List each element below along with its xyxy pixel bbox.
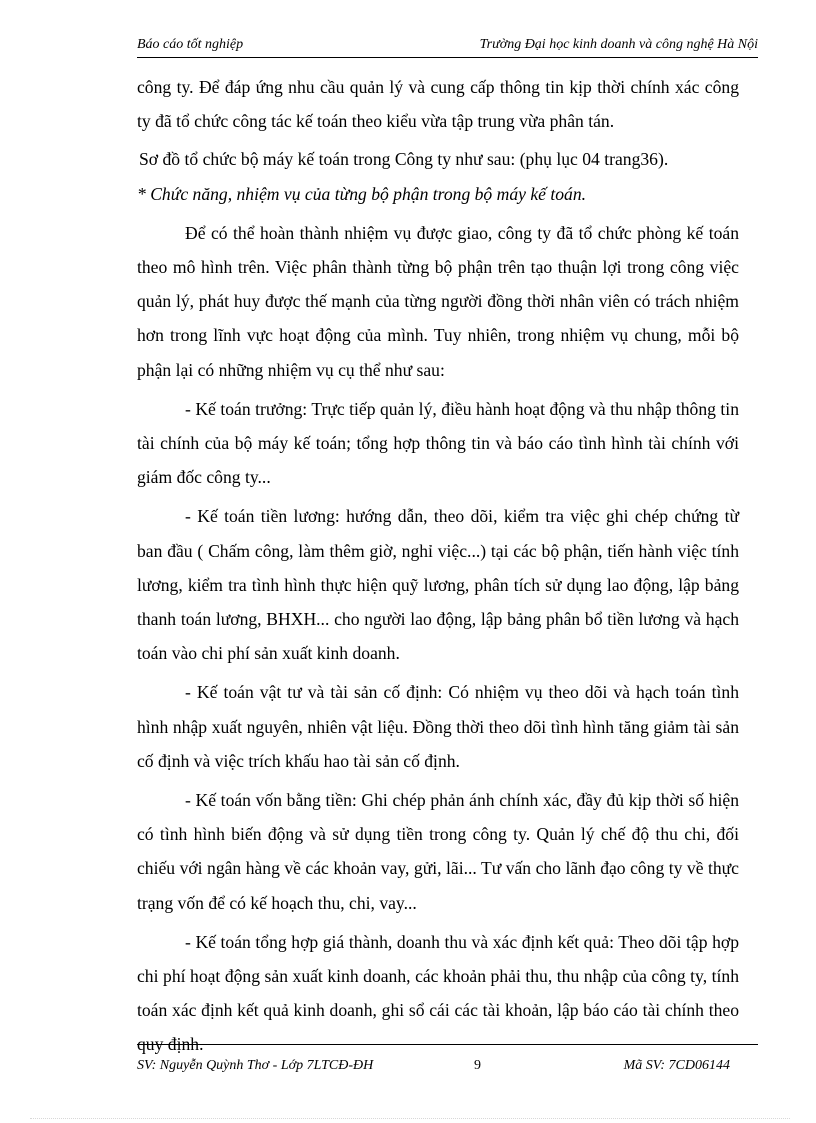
paragraph-diagram-ref: Sơ đồ tổ chức bộ máy kế toán trong Công ty như sau: (phụ lục 04 trang36). [139, 149, 669, 170]
header-university: Trường Đại học kinh doanh và công nghệ Hà Nội [479, 37, 758, 52]
paragraph-asset-accountant: - Kế toán vật tư và tài sản cố định: Có nhiệm vụ theo dõi và hạch toán tình hình nhập xuất nguyên, nhiên vật liệu. Đồng thời theo dõi tình hình tăng giảm tài sản cố định và việc trích khấu hao tài sản cố định. [137, 682, 739, 771]
document-body [137, 70, 739, 1062]
paragraph-chief-accountant: - Kế toán trưởng: Trực tiếp quản lý, điều hành hoạt động và thu nhập thông tin tài chính của bộ máy kế toán; tổng hợp thông tin và báo cáo tình hình tài chính với giám đốc công ty... [137, 398, 739, 488]
paragraph-intro: công ty. Để đáp ứng nhu cầu quản lý và cung cấp thông tin kịp thời chính xác công ty đã tổ chức công tác kế toán theo kiểu vừa tập trung vừa phân tán. [137, 77, 739, 132]
header-report-title: Báo cáo tốt nghiệp [137, 37, 244, 52]
footer-student: SV: Nguyễn Quỳnh Thơ - Lớp 7LTCĐ-ĐH [137, 1058, 374, 1073]
page-header [137, 35, 758, 58]
paragraph-overview: Để có thể hoàn thành nhiệm vụ được giao, công ty đã tổ chức phòng kế toán theo mô hình trên. Việc phân thành từng bộ phận trên tạo thuận lợi trong công việc quản lý, phát huy được thế mạnh của từng người đồng thời nhân viên có trách nhiệm hơn trong lĩnh vực hoạt động của mình. Tuy nhiên, trong nhiệm vụ chung, mỗi bộ phận lại có những nhiệm vụ cụ thể như sau: [137, 222, 739, 380]
page-number: 9 [474, 1058, 481, 1073]
section-heading: * Chức năng, nhiệm vụ của từng bộ phận trong bộ máy kế toán. [137, 183, 587, 204]
paragraph-general-accountant: - Kế toán tổng hợp giá thành, doanh thu và xác định kết quả: Theo dõi tập hợp chi phí hoạt động sản xuất kinh doanh, các khoản phải thu, thu nhập của công ty, tính toán xác định kết quả kinh doanh, ghi sổ cái các tài khoản, lập báo cáo tài chính theo quy định. [137, 931, 739, 1055]
page-bottom-border [30, 1118, 790, 1119]
paragraph-cash-accountant: - Kế toán vốn bằng tiền: Ghi chép phản ánh chính xác, đầy đủ kịp thời số hiện có tình hình biến động và sử dụng tiền trong công ty. Quản lý chế độ thu chi, đối chiếu với ngân hàng về các khoản vay, gửi, lãi... Tư vấn cho lãnh đạo công ty về thực trạng vốn để có kế hoạch thu, chi, vay... [137, 790, 739, 913]
footer-student-id: Mã SV: 7CD06144 [623, 1058, 730, 1073]
page-footer [137, 1044, 758, 1075]
paragraph-payroll-accountant: - Kế toán tiền lương: hướng dẫn, theo dõi, kiểm tra việc ghi chép chứng từ ban đầu ( Chấm công, làm thêm giờ, nghỉ việc...) tại các bộ phận, tiến hành việc tính lương, kiểm tra tình hình thực hiện quỹ lương, phân tích sử dụng lao động, lập bảng thanh toán lương, BHXH... cho người lao động, lập bảng phân bổ tiền lương và hạch toán vào chi phí sản xuất kinh doanh. [137, 506, 739, 664]
